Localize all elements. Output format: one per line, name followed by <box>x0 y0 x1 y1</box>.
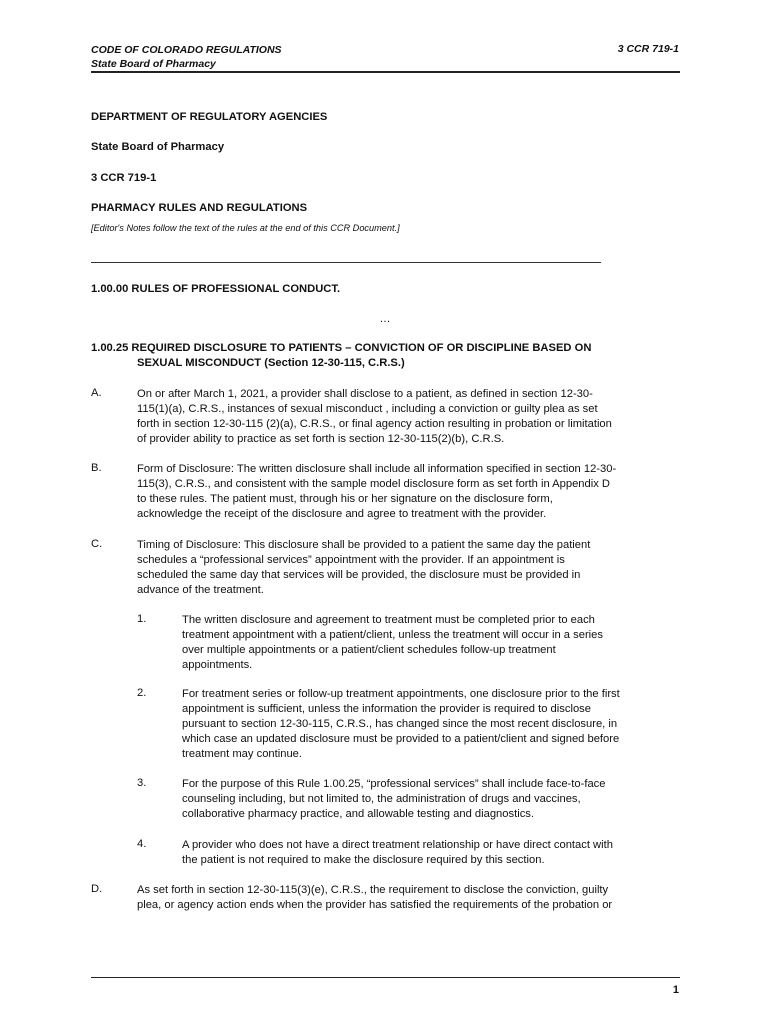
paragraph-line: advance of the treatment. <box>137 584 264 596</box>
subitem-1 <box>182 613 603 673</box>
paragraph-line: As set forth in section 12-30-115(3)(e), C.R.S., the requirement to disclose the conviction, guilty <box>137 884 609 896</box>
paragraph-label: B. <box>91 462 102 474</box>
paragraph-label: D. <box>91 883 103 895</box>
paragraph-line: plea, or agency action ends when the provider has satisfied the requirements of the probation or <box>137 899 613 911</box>
board-heading: State Board of Pharmacy <box>91 141 225 153</box>
ccr-heading: 3 CCR 719-1 <box>91 172 157 184</box>
subitem-line: For the purpose of this Rule 1.00.25, “professional services” shall include face-to-face <box>182 778 606 790</box>
document-title: PHARMACY RULES AND REGULATIONS <box>91 202 308 214</box>
subitem-4 <box>182 838 613 868</box>
paragraph-line: of provider ability to practice as set forth is section 12-30-115(2)(b), C.R.S. <box>137 433 505 445</box>
subitem-line: For treatment series or follow-up treatment appointments, one disclosure prior to the first <box>182 688 620 700</box>
footer-rule <box>91 977 680 978</box>
paragraph-line: 115(1)(a), C.R.S., instances of sexual misconduct , including a conviction or guilty plea as set <box>137 403 598 415</box>
subitem-line: appointment is sufficient, unless the information the provider is required to disclose <box>182 703 591 715</box>
header-board-name: State Board of Pharmacy <box>91 58 216 70</box>
subitem-line: The written disclosure and agreement to treatment must be completed prior to each <box>182 614 595 626</box>
subitem-2 <box>182 687 620 762</box>
rule-heading-line1: 1.00.25 REQUIRED DISCLOSURE TO PATIENTS – CONVICTION OF OR DISCIPLINE BASED ON <box>91 342 592 354</box>
paragraph-b <box>137 462 616 522</box>
subitem-label: 3. <box>137 777 147 789</box>
ellipsis: … <box>379 313 391 325</box>
subitem-line: collaborative pharmacy practice, and allowable testing and diagnostics. <box>182 808 534 820</box>
subitem-label: 1. <box>137 613 147 625</box>
paragraph-label: A. <box>91 387 102 399</box>
paragraph-line: On or after March 1, 2021, a provider shall disclose to a patient, as defined in section 12-30- <box>137 388 593 400</box>
subitem-line: appointments. <box>182 659 253 671</box>
subitem-line: which case an updated disclosure must be provided to a patient/client and signed before <box>182 733 620 745</box>
paragraph-line: 115(3), C.R.S., and consistent with the sample model disclosure form as set forth in Appendix D <box>137 478 610 490</box>
subitem-3 <box>182 777 605 822</box>
editor-note: [Editor's Notes follow the text of the rules at the end of this CCR Document.] <box>91 223 400 233</box>
subitem-label: 4. <box>137 838 147 850</box>
department-heading: DEPARTMENT OF REGULATORY AGENCIES <box>91 111 328 123</box>
paragraph-d <box>137 883 612 913</box>
header-rule <box>91 71 680 73</box>
header-code-title: CODE OF COLORADO REGULATIONS <box>91 44 282 56</box>
paragraph-a <box>137 387 612 447</box>
section-separator <box>91 262 601 263</box>
subitem-line: treatment appointment with a patient/client, unless the treatment will occur in a series <box>182 629 603 641</box>
paragraph-line: acknowledge the receipt of the disclosure and agree to treatment with the provider. <box>137 508 547 520</box>
paragraph-c <box>137 538 590 598</box>
subitem-line: A provider who does not have a direct treatment relationship or have direct contact with <box>182 839 613 851</box>
header-ccr-number: 3 CCR 719-1 <box>617 43 679 55</box>
subitem-line: pursuant to section 12-30-115, C.R.S., has changed since the most recent disclosure, in <box>182 718 618 730</box>
subitem-line: treatment may continue. <box>182 748 303 760</box>
section-heading: 1.00.00 RULES OF PROFESSIONAL CONDUCT. <box>91 283 341 295</box>
paragraph-line: Timing of Disclosure: This disclosure shall be provided to a patient the same day the patient <box>137 539 591 551</box>
subitem-line: counseling including, but not limited to, the administration of drugs and vaccines, <box>182 793 581 805</box>
subitem-line: over multiple appointments or a patient/client schedules follow-up treatment <box>182 644 556 656</box>
paragraph-label: C. <box>91 538 103 550</box>
paragraph-line: forth in section 12-30-115 (2)(a), C.R.S., or final agency action resulting in probation or limitation <box>137 418 612 430</box>
subitem-label: 2. <box>137 687 147 699</box>
paragraph-line: Form of Disclosure: The written disclosure shall include all information specified in section 12-30- <box>137 463 617 475</box>
paragraph-line: scheduled the same day that services will be provided, the disclosure must be provided in <box>137 569 581 581</box>
paragraph-line: to these rules. The patient must, through his or her signature on the disclosure form, <box>137 493 553 505</box>
running-header-left <box>91 43 282 71</box>
subitem-line: the patient is not required to make the disclosure required by this section. <box>182 854 545 866</box>
page-number: 1 <box>672 984 679 996</box>
paragraph-line: schedules a “professional services” appointment with the provider. If an appointment is <box>137 554 565 566</box>
rule-heading-line2: SEXUAL MISCONDUCT (Section 12-30-115, C.R.S.) <box>137 357 405 369</box>
